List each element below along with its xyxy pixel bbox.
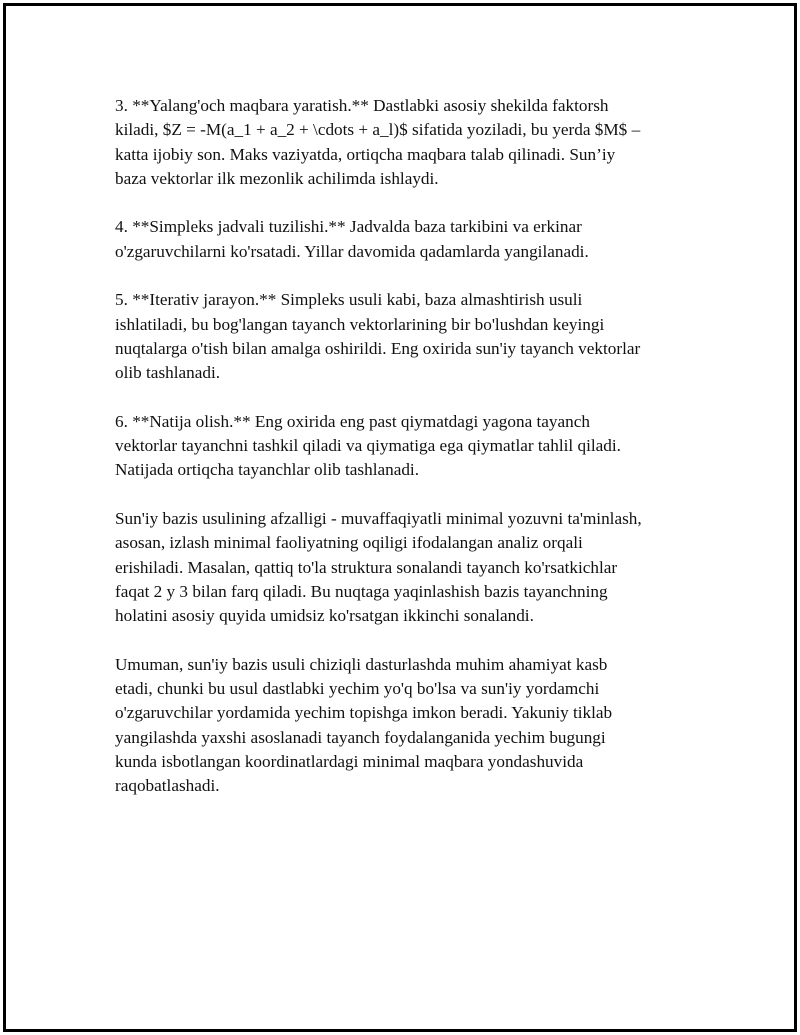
text-line: erishiladi. Masalan, qattiq to'la struktura sonalandi tayanch ko'rsatkichlar	[115, 557, 618, 577]
text-line: nuqtalarga o'tish bilan amalga oshirildi. Eng oxirida sun'iy tayanch vektorlar	[115, 338, 641, 358]
paragraph-step-3	[115, 94, 695, 191]
text-line: o'zgaruvchilar yordamida yechim topishga imkon beradi. Yakuniy tiklab	[115, 703, 613, 723]
text-line: 6. **Natija olish.** Eng oxirida eng past qiymatdagi yagona tayanch	[115, 411, 590, 431]
text-line: asosan, izlash minimal faoliyatning oqiligi ifodalangan analiz orqali	[115, 533, 583, 553]
text-line: baza vektorlar ilk mezonlik achilimda ishlaydi.	[115, 168, 439, 188]
text-line: 3. **Yalang'och maqbara yaratish.** Dastlabki asosiy shekilda faktorsh	[115, 96, 609, 115]
text-line: kiladi, $Z = -M(a_1 + a_2 + \cdots + a_l)$ sifatida yoziladi, bu yerda $M$ –	[115, 120, 641, 140]
text-line: 5. **Iterativ jarayon.** Simpleks usuli kabi, baza almashtirish usuli	[115, 290, 583, 310]
document-body	[115, 94, 695, 823]
paragraph-step-5	[115, 288, 695, 385]
text-line: faqat 2 y 3 bilan farq qiladi. Bu nuqtaga yaqinlashish bazis tayanchning	[115, 581, 608, 601]
paragraph-advantages	[115, 507, 695, 628]
text-line: etadi, chunki bu usul dastlabki yechim yo'q bo'lsa va sun'iy yordamchi	[115, 679, 600, 699]
text-line: kunda isbotlangan koordinatlardagi minimal maqbara yondashuvida	[115, 752, 584, 772]
text-line: raqobatlashadi.	[115, 776, 220, 796]
text-line: 4. **Simpleks jadvali tuzilishi.** Jadvalda baza tarkibini va erkinar	[115, 217, 582, 237]
text-line: ishlatiladi, bu bog'langan tayanch vektorlarining bir bo'lushdan keyingi	[115, 314, 605, 334]
text-line: Natijada ortiqcha tayanchlar olib tashlanadi.	[115, 460, 420, 480]
text-line: Umuman, sun'iy bazis usuli chiziqli dasturlashda muhim ahamiyat kasb	[115, 654, 608, 674]
text-line: holatini asosiy quyida umidsiz ko'rsatgan ikkinchi sonalandi.	[115, 606, 534, 626]
text-line: olib tashlanadi.	[115, 363, 221, 383]
paragraph-step-4	[115, 215, 695, 264]
text-line: Sun'iy bazis usulining afzalligi - muvaffaqiyatli minimal yozuvni ta'minlash,	[115, 509, 642, 529]
text-line: vektorlar tayanchni tashkil qiladi va qiymatiga ega qiymatlar tahlil qiladi.	[115, 436, 621, 456]
text-line: katta ijobiy son. Maks vaziyatda, ortiqcha maqbara talab qilinadi. Sun’iy	[115, 144, 616, 164]
paragraph-conclusion	[115, 653, 695, 799]
text-line: yangilashda yaxshi asoslanadi tayanch foydalanganida yechim bugungi	[115, 727, 606, 747]
text-line: o'zgaruvchilarni ko'rsatadi. Yillar davomida qadamlarda yangilanadi.	[115, 241, 589, 261]
paragraph-step-6	[115, 410, 695, 483]
